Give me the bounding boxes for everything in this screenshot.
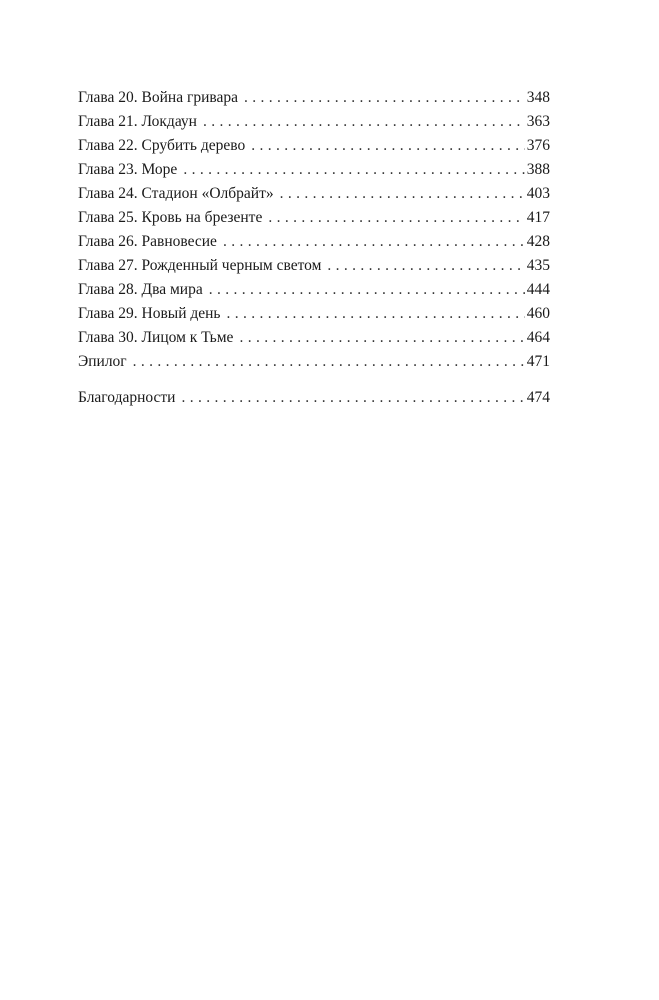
toc-entry-chapter-23[interactable] bbox=[78, 158, 550, 182]
toc-dot-leader bbox=[268, 206, 524, 230]
toc-dot-leader bbox=[244, 86, 525, 110]
toc-page-number: 471 bbox=[526, 353, 550, 370]
toc-page-number: 376 bbox=[526, 137, 550, 154]
toc-entry-title: Благодарности bbox=[78, 389, 176, 406]
toc-page-number: 363 bbox=[526, 113, 550, 130]
toc-page-number: 474 bbox=[526, 389, 550, 406]
toc-entry-title: Глава 21. Локдаун bbox=[78, 113, 197, 130]
toc-page-number: 435 bbox=[526, 257, 550, 274]
toc-dot-leader bbox=[227, 302, 525, 326]
toc-page-number: 348 bbox=[526, 89, 550, 106]
toc-entry-chapter-27[interactable] bbox=[78, 254, 550, 278]
toc-entry-title: Глава 20. Война гривара bbox=[78, 89, 238, 106]
toc-entry-chapter-24[interactable] bbox=[78, 182, 550, 206]
toc-dot-leader bbox=[133, 350, 525, 374]
toc-entry-chapter-30[interactable] bbox=[78, 326, 550, 350]
toc-dot-leader bbox=[251, 134, 525, 158]
toc-page-number: 464 bbox=[526, 329, 550, 346]
toc-page-number: 388 bbox=[526, 161, 550, 178]
toc-entry-title: Глава 30. Лицом к Тьме bbox=[78, 329, 234, 346]
toc-dot-leader bbox=[203, 110, 525, 134]
toc-page-number: 403 bbox=[526, 185, 550, 202]
toc-entry-title: Глава 26. Равновесие bbox=[78, 233, 217, 250]
toc-dot-leader bbox=[223, 230, 525, 254]
toc-entry-chapter-20[interactable] bbox=[78, 86, 550, 110]
toc-entry-chapter-25[interactable] bbox=[78, 206, 550, 230]
toc-page-number: 428 bbox=[526, 233, 550, 250]
toc-entry-title: Глава 28. Два мира bbox=[78, 281, 203, 298]
toc-entry-chapter-28[interactable] bbox=[78, 278, 550, 302]
toc-dot-leader bbox=[327, 254, 524, 278]
toc-entry-title: Глава 29. Новый день bbox=[78, 305, 221, 322]
toc-entry-title: Глава 22. Срубить дерево bbox=[78, 137, 246, 154]
toc-page-number: 460 bbox=[526, 305, 550, 322]
toc-entry-epilogue[interactable] bbox=[78, 350, 550, 374]
toc-entry-chapter-21[interactable] bbox=[78, 110, 550, 134]
toc-page-number: 444 bbox=[526, 281, 550, 298]
toc-entry-title: Глава 25. Кровь на брезенте bbox=[78, 209, 263, 226]
toc-entry-chapter-22[interactable] bbox=[78, 134, 550, 158]
toc-entry-chapter-26[interactable] bbox=[78, 230, 550, 254]
toc-dot-leader bbox=[181, 386, 524, 410]
toc-entry-title: Глава 23. Море bbox=[78, 161, 178, 178]
toc-entry-chapter-29[interactable] bbox=[78, 302, 550, 326]
toc-dot-leader bbox=[209, 278, 525, 302]
toc-entry-title: Эпилог bbox=[78, 353, 127, 370]
toc-page-number: 417 bbox=[526, 209, 550, 226]
toc-dot-leader bbox=[239, 326, 524, 350]
toc-entry-title: Глава 27. Рожденный черным светом bbox=[78, 257, 322, 274]
toc-entry-acknowledgements[interactable] bbox=[78, 386, 550, 410]
toc-dot-leader bbox=[280, 182, 525, 206]
toc-dot-leader bbox=[183, 158, 524, 182]
table-of-contents bbox=[78, 86, 550, 410]
toc-entry-title: Глава 24. Стадион «Олбрайт» bbox=[78, 185, 274, 202]
